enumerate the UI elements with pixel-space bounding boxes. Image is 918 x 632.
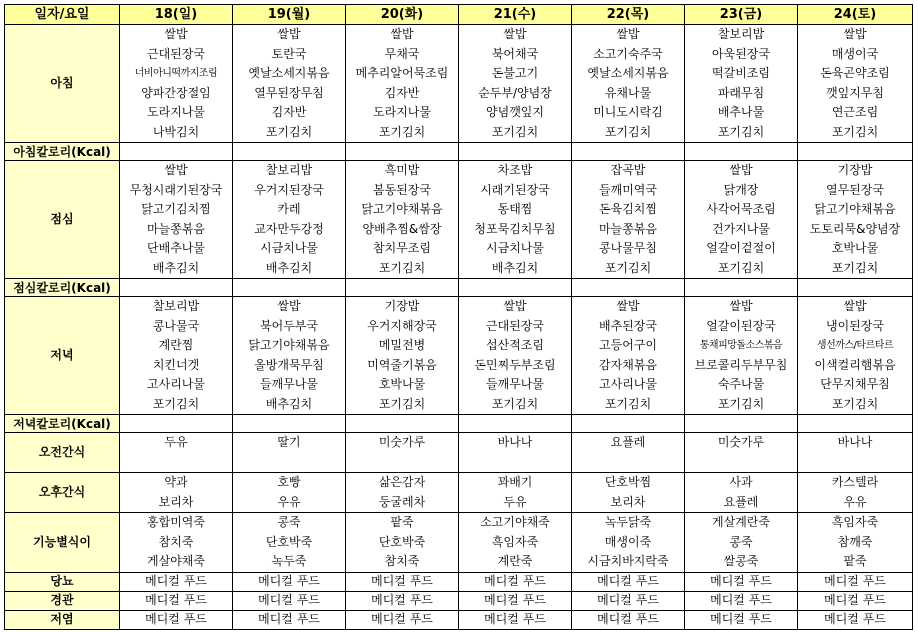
kcal-cell	[685, 143, 798, 161]
menu-item: 양념깻잎지	[486, 105, 544, 119]
menu-item: 열무된장무침	[254, 85, 324, 100]
medical-food-cell: 메디컬 푸드	[685, 591, 798, 610]
menu-item: 흑임자죽	[831, 515, 879, 529]
menu-item: 소고기야채죽	[480, 515, 550, 529]
menu-item: 김자반	[384, 85, 420, 100]
menu-item: 참치무조림	[373, 241, 431, 255]
dinner-row	[5, 297, 913, 415]
tube-feeding-label: 경관	[5, 591, 120, 610]
menu-cell	[572, 513, 685, 573]
medical-food-cell: 메디컬 푸드	[572, 610, 685, 629]
kcal-cell	[346, 279, 459, 297]
menu-item: 양배추찜&쌈장	[362, 221, 442, 236]
menu-cell	[685, 433, 798, 473]
menu-item: 보리차	[610, 494, 646, 509]
menu-item: 포기김치	[831, 396, 879, 411]
menu-cell	[346, 473, 459, 513]
menu-item: 호박나물	[378, 377, 426, 391]
day-header: 19(월)	[233, 5, 346, 25]
kcal-cell	[572, 143, 685, 161]
menu-item: 포기김치	[717, 396, 765, 411]
lunch-row	[5, 161, 913, 279]
menu-item: 계란죽	[497, 554, 533, 568]
menu-item: 통채피망돌소스볶음	[699, 340, 783, 351]
menu-item: 게살야채죽	[147, 554, 205, 568]
breakfast-row	[5, 25, 913, 143]
menu-item: 열무된장국	[826, 182, 884, 197]
medical-food-cell: 메디컬 푸드	[459, 591, 572, 610]
menu-item: 흑미밥	[384, 163, 420, 177]
menu-cell	[459, 433, 572, 473]
menu-cell	[120, 433, 233, 473]
menu-item: 바나나	[497, 435, 533, 449]
menu-cell	[120, 297, 233, 415]
menu-item: 사각어묵조림	[706, 202, 776, 216]
menu-item: 콩나물무침	[599, 241, 657, 255]
menu-item: 닭고기야채볶음	[361, 202, 443, 216]
menu-cell	[459, 513, 572, 573]
menu-item: 단무지채무침	[820, 377, 890, 391]
menu-item: 들깨미역국	[599, 182, 657, 197]
kcal-cell	[798, 415, 913, 433]
menu-item: 포기김치	[831, 260, 879, 275]
menu-item: 요플레	[723, 494, 759, 509]
menu-item: 치킨너겟	[152, 357, 200, 372]
menu-item: 토란국	[271, 46, 307, 61]
menu-item	[572, 453, 684, 473]
menu-item: 닭개장	[723, 182, 759, 197]
menu-item: 쌀콩죽	[723, 554, 759, 568]
menu-item: 콩나물국	[152, 318, 200, 333]
menu-item	[120, 453, 232, 473]
kcal-cell	[233, 415, 346, 433]
menu-item: 아욱된장국	[712, 46, 770, 61]
menu-item: 돈불고기	[491, 66, 539, 80]
menu-item: 포기김치	[491, 396, 539, 411]
menu-item: 북어채국	[491, 46, 539, 61]
menu-item: 배추김치	[152, 260, 200, 275]
menu-cell	[685, 25, 798, 143]
menu-cell	[120, 513, 233, 573]
menu-item: 김자반	[271, 105, 307, 119]
medical-food-cell: 메디컬 푸드	[798, 572, 913, 591]
menu-cell	[346, 25, 459, 143]
menu-item: 깻잎지무침	[826, 85, 884, 100]
medical-food-cell: 메디컬 푸드	[120, 610, 233, 629]
menu-cell	[572, 433, 685, 473]
low-salt-row	[5, 610, 913, 629]
menu-item: 팥죽	[390, 515, 414, 529]
menu-item: 포기김치	[152, 396, 200, 411]
menu-item: 쌀밥	[164, 163, 188, 177]
breakfast-kcal-row	[5, 143, 913, 161]
menu-item: 바나나	[837, 435, 873, 449]
kcal-cell	[572, 415, 685, 433]
menu-item: 들깨무나물	[486, 377, 544, 391]
menu-item: 쌀밥	[616, 27, 640, 41]
menu-item	[346, 453, 458, 473]
menu-item: 쌀밥	[616, 299, 640, 313]
menu-item: 매생이죽	[604, 534, 652, 549]
menu-item: 팥죽	[843, 554, 867, 568]
medical-food-cell: 메디컬 푸드	[346, 572, 459, 591]
menu-item: 포기김치	[717, 260, 765, 275]
menu-item: 포기김치	[378, 396, 426, 411]
day-header: 21(수)	[459, 5, 572, 25]
menu-cell	[798, 513, 913, 573]
diabetes-label: 당뇨	[5, 572, 120, 591]
menu-item: 시래기된장국	[480, 182, 550, 197]
menu-item: 생선까스/타르타르	[816, 340, 894, 351]
menu-cell	[685, 513, 798, 573]
medical-food-cell: 메디컬 푸드	[346, 591, 459, 610]
medical-food-cell: 메디컬 푸드	[233, 610, 346, 629]
menu-item: 도라지나물	[373, 105, 431, 119]
menu-item: 콩죽	[277, 515, 301, 529]
menu-item: 배추김치	[265, 260, 313, 275]
menu-item: 카레	[277, 202, 301, 216]
functional-diet-row	[5, 513, 913, 573]
medical-food-cell: 메디컬 푸드	[346, 610, 459, 629]
menu-item: 숙주나물	[717, 377, 765, 391]
breakfast-label: 아침	[5, 25, 120, 143]
menu-cell	[120, 25, 233, 143]
menu-item: 콩죽	[729, 534, 753, 549]
day-header: 18(일)	[120, 5, 233, 25]
menu-item: 시금치바지락죽	[587, 554, 669, 568]
menu-item: 돈민찌두부조림	[474, 357, 556, 372]
menu-item: 참치죽	[384, 554, 420, 568]
menu-cell	[233, 25, 346, 143]
lunch-label: 점심	[5, 161, 120, 279]
menu-item: 시금치나물	[260, 241, 318, 255]
menu-item: 쌀밥	[164, 27, 188, 41]
menu-item: 호박나물	[831, 241, 879, 255]
menu-item: 순두부/양념장	[478, 85, 552, 100]
menu-item: 찰보리밥	[152, 299, 200, 313]
menu-item: 기장밥	[837, 163, 873, 177]
menu-item: 찰보리밥	[717, 27, 765, 41]
menu-item: 포기김치	[378, 124, 426, 139]
kcal-cell	[459, 279, 572, 297]
medical-food-cell: 메디컬 푸드	[233, 572, 346, 591]
menu-item: 배추된장국	[599, 318, 657, 333]
menu-item: 흑임자죽	[491, 534, 539, 549]
morning-snack-label: 오전간식	[5, 433, 120, 473]
menu-cell	[798, 161, 913, 279]
menu-cell	[572, 297, 685, 415]
afternoon-snack-row	[5, 473, 913, 513]
menu-item: 돈육김치찜	[599, 202, 657, 216]
menu-item: 소고기숙주국	[593, 46, 663, 61]
menu-item: 게살계란죽	[712, 515, 770, 529]
menu-item: 쌀밥	[503, 27, 527, 41]
menu-item: 꽈배기	[497, 475, 533, 489]
menu-item: 우유	[277, 494, 301, 509]
menu-item: 냉이된장국	[826, 318, 884, 333]
menu-item: 단호박찜	[604, 475, 652, 489]
menu-item: 포기김치	[604, 124, 652, 139]
menu-item: 얼갈이겉절이	[706, 241, 776, 255]
menu-item: 무채국	[384, 46, 420, 61]
menu-item: 두유	[164, 435, 188, 449]
menu-cell	[572, 161, 685, 279]
menu-item: 삶은감자	[378, 475, 426, 489]
menu-item: 요플레	[610, 435, 646, 449]
menu-item: 메추리알어묵조림	[355, 66, 449, 80]
kcal-cell	[685, 415, 798, 433]
menu-cell	[233, 473, 346, 513]
menu-item: 단배추나물	[147, 241, 205, 255]
menu-item: 고등어구이	[599, 338, 657, 352]
medical-food-cell: 메디컬 푸드	[120, 591, 233, 610]
menu-item: 사과	[729, 475, 753, 489]
menu-item: 쌀밥	[729, 299, 753, 313]
menu-item: 보리차	[158, 494, 194, 509]
menu-item: 무청시래기된장국	[129, 182, 223, 197]
menu-item: 카스텔라	[831, 475, 879, 489]
menu-item: 포기김치	[717, 124, 765, 139]
kcal-cell	[685, 279, 798, 297]
menu-item: 동태찜	[497, 202, 533, 216]
menu-item: 근대된장국	[486, 318, 544, 333]
menu-cell	[459, 161, 572, 279]
menu-item: 얼갈이된장국	[706, 318, 776, 333]
kcal-cell	[798, 279, 913, 297]
menu-cell	[233, 433, 346, 473]
menu-item: 닭고기야채볶음	[248, 338, 330, 352]
medical-food-cell: 메디컬 푸드	[233, 591, 346, 610]
menu-item: 포기김치	[604, 260, 652, 275]
kcal-cell	[120, 415, 233, 433]
kcal-cell	[233, 279, 346, 297]
menu-item: 북어두부국	[260, 318, 318, 333]
kcal-cell	[459, 143, 572, 161]
medical-food-cell: 메디컬 푸드	[572, 572, 685, 591]
menu-item	[459, 453, 571, 473]
menu-cell	[572, 473, 685, 513]
menu-item: 우유	[843, 494, 867, 509]
menu-item: 포기김치	[265, 124, 313, 139]
menu-item: 고사리나물	[147, 377, 205, 391]
tube-feeding-row	[5, 591, 913, 610]
menu-item: 닭고기김치찜	[141, 202, 211, 216]
menu-item: 단호박죽	[378, 534, 426, 549]
menu-item: 딸기	[277, 435, 301, 449]
menu-item: 녹두죽	[271, 554, 307, 568]
menu-item: 브로콜리두부무침	[694, 357, 788, 372]
menu-item: 포기김치	[831, 124, 879, 139]
low-salt-label: 저염	[5, 610, 120, 629]
medical-food-cell: 메디컬 푸드	[685, 610, 798, 629]
lunch-kcal-label: 점심칼로리(Kcal)	[5, 279, 120, 297]
menu-cell	[459, 297, 572, 415]
menu-cell	[346, 161, 459, 279]
menu-cell	[346, 513, 459, 573]
menu-item: 우거지해장국	[367, 318, 437, 333]
menu-item: 차조밥	[497, 163, 533, 177]
menu-item: 이색컬리햄볶음	[814, 357, 896, 372]
menu-item: 닭고기야채볶음	[814, 202, 896, 216]
menu-item: 포기김치	[378, 260, 426, 275]
menu-item: 도토리묵&양념장	[809, 221, 901, 236]
menu-item: 미니도시락김	[593, 105, 663, 119]
menu-item: 근대된장국	[147, 46, 205, 61]
menu-item: 호빵	[277, 475, 301, 489]
menu-cell	[798, 297, 913, 415]
menu-item: 우거지된장국	[254, 182, 324, 197]
day-header: 20(화)	[346, 5, 459, 25]
menu-item	[798, 453, 912, 473]
menu-item: 떡갈비조림	[712, 66, 770, 80]
menu-item: 유채나물	[604, 85, 652, 100]
menu-item: 청포묵김치무침	[474, 221, 556, 236]
menu-cell	[233, 297, 346, 415]
menu-item	[233, 453, 345, 473]
menu-item: 올방개묵무침	[254, 357, 324, 372]
menu-item: 배추나물	[717, 105, 765, 119]
kcal-cell	[120, 279, 233, 297]
menu-item: 단호박죽	[265, 534, 313, 549]
medical-food-cell: 메디컬 푸드	[572, 591, 685, 610]
menu-item: 돈육곤약조림	[820, 66, 890, 80]
menu-cell	[346, 433, 459, 473]
menu-item: 나박김치	[152, 124, 200, 139]
dinner-label: 저녁	[5, 297, 120, 415]
menu-item: 쌀밥	[503, 299, 527, 313]
menu-cell	[685, 473, 798, 513]
day-header: 24(토)	[798, 5, 913, 25]
menu-item: 계란찜	[158, 338, 194, 352]
lunch-kcal-row	[5, 279, 913, 297]
diabetes-row	[5, 572, 913, 591]
menu-cell	[120, 473, 233, 513]
menu-item: 옛날소세지볶음	[248, 66, 330, 80]
menu-item: 기장밥	[384, 299, 420, 313]
menu-cell	[459, 25, 572, 143]
menu-item: 도라지나물	[147, 105, 205, 119]
menu-cell	[233, 513, 346, 573]
menu-item: 봄동된장국	[373, 182, 431, 197]
menu-item: 약과	[164, 475, 188, 489]
menu-item: 찰보리밥	[265, 163, 313, 177]
menu-item: 옛날소세지볶음	[587, 66, 669, 80]
menu-item: 건가지나물	[712, 221, 770, 236]
day-header: 23(금)	[685, 5, 798, 25]
menu-item: 메밀전병	[378, 338, 426, 352]
breakfast-kcal-label: 아침칼로리(Kcal)	[5, 143, 120, 161]
menu-item: 배추김치	[491, 260, 539, 275]
menu-item: 미숫가루	[717, 435, 765, 449]
menu-item: 마늘쫑볶음	[147, 221, 205, 236]
menu-item: 시금치나물	[486, 241, 544, 255]
kcal-cell	[459, 415, 572, 433]
menu-cell	[233, 161, 346, 279]
menu-item: 잡곡밥	[610, 163, 646, 177]
menu-item: 쌀밥	[843, 299, 867, 313]
menu-item: 쌀밥	[390, 27, 414, 41]
dinner-kcal-row	[5, 415, 913, 433]
menu-item: 쌀밥	[729, 163, 753, 177]
kcal-cell	[798, 143, 913, 161]
header-row	[5, 5, 913, 25]
medical-food-cell: 메디컬 푸드	[798, 610, 913, 629]
morning-snack-row	[5, 433, 913, 473]
menu-item: 미역줄기볶음	[367, 357, 437, 372]
menu-item: 포기김치	[491, 124, 539, 139]
functional-diet-label: 기능별식이	[5, 513, 120, 573]
menu-cell	[572, 25, 685, 143]
dinner-kcal-label: 저녁칼로리(Kcal)	[5, 415, 120, 433]
menu-cell	[798, 25, 913, 143]
menu-item: 감자채볶음	[599, 357, 657, 372]
menu-item: 교자만두강정	[254, 221, 324, 236]
meal-plan-table	[4, 4, 913, 630]
menu-item: 참치죽	[158, 534, 194, 549]
kcal-cell	[233, 143, 346, 161]
menu-item: 양파간장절임	[141, 85, 211, 100]
menu-item: 참깨죽	[837, 534, 873, 549]
menu-item: 들깨무나물	[260, 377, 318, 391]
menu-item: 매생이국	[831, 46, 879, 61]
menu-cell	[120, 161, 233, 279]
menu-item: 쌀밥	[843, 27, 867, 41]
medical-food-cell: 메디컬 푸드	[798, 591, 913, 610]
kcal-cell	[120, 143, 233, 161]
menu-item: 섭산적조림	[486, 338, 544, 352]
menu-cell	[798, 473, 913, 513]
menu-item: 연근조림	[831, 105, 879, 119]
menu-item: 너비아니떡까지조림	[134, 68, 218, 79]
menu-cell	[459, 473, 572, 513]
menu-item: 홍합미역죽	[147, 515, 205, 529]
day-header: 22(목)	[572, 5, 685, 25]
menu-item: 미숫가루	[378, 435, 426, 449]
menu-item: 쌀밥	[277, 27, 301, 41]
menu-item	[685, 453, 797, 473]
menu-item: 파래무침	[717, 85, 765, 100]
menu-item: 쌀밥	[277, 299, 301, 313]
menu-item: 고사리나물	[599, 377, 657, 391]
menu-item: 두유	[503, 494, 527, 509]
header-corner: 일자/요일	[5, 5, 120, 25]
menu-cell	[685, 161, 798, 279]
menu-item: 둥굴레차	[378, 494, 426, 509]
menu-cell	[798, 433, 913, 473]
menu-item: 녹두닭죽	[604, 515, 652, 529]
menu-item: 배추김치	[265, 396, 313, 411]
medical-food-cell: 메디컬 푸드	[120, 572, 233, 591]
medical-food-cell: 메디컬 푸드	[685, 572, 798, 591]
menu-cell	[346, 297, 459, 415]
menu-cell	[685, 297, 798, 415]
medical-food-cell: 메디컬 푸드	[459, 610, 572, 629]
kcal-cell	[572, 279, 685, 297]
kcal-cell	[346, 143, 459, 161]
kcal-cell	[346, 415, 459, 433]
medical-food-cell: 메디컬 푸드	[459, 572, 572, 591]
menu-item: 포기김치	[604, 396, 652, 411]
afternoon-snack-label: 오후간식	[5, 473, 120, 513]
menu-item: 마늘쫑볶음	[599, 221, 657, 236]
